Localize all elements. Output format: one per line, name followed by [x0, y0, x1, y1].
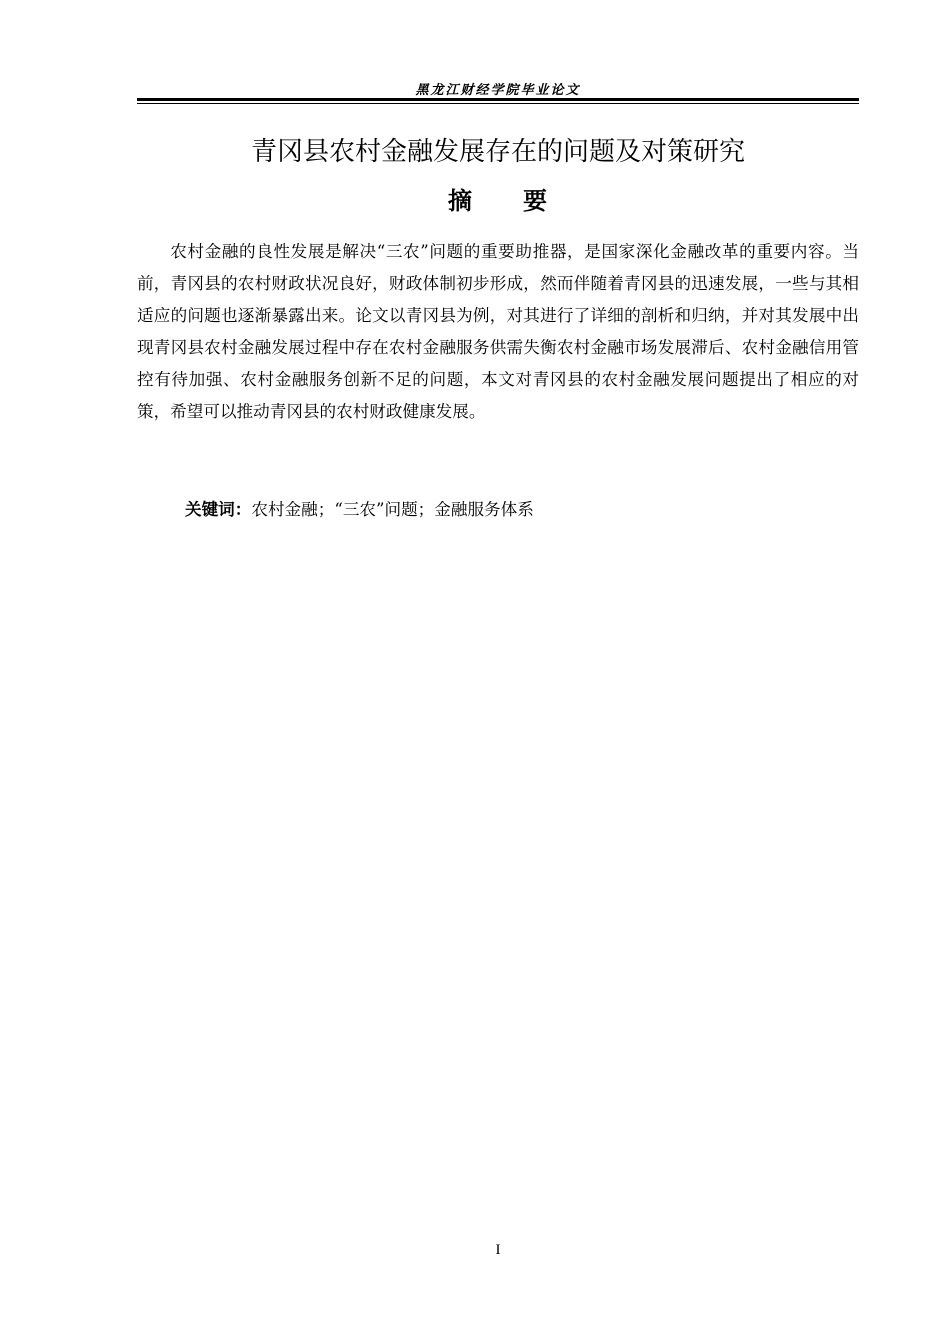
- paper-title: 青冈县农村金融发展存在的问题及对策研究: [250, 137, 745, 167]
- abstract-heading: 摘 要: [448, 187, 548, 215]
- keywords-line: [185, 494, 859, 526]
- running-header: 黑龙江财经学院毕业论文: [415, 83, 581, 98]
- abstract-body: 农村金融的良性发展是解决“三农”问题的重要助推器，是国家深化金融改革的重要内容。当前，青冈县的农村财政状况良好，财政体制初步形成，然而伴随着青冈县的迅速发展，一些与其相适应的问题也逐渐暴露出来。论文以青冈县为例，对其进行了详细的剖析和归纳，并对其发展中出现青冈县农村金融发展过程中存在农村金融服务供需失衡农村金融市场发展滞后、农村金融信用管控有待加强、农村金融服务创新不足的问题，本文对青冈县的农村金融发展问题提出了相应的对策，希望可以推动青冈县的农村财政健康发展。: [137, 242, 859, 421]
- keywords-label: 关键词：: [185, 500, 252, 519]
- header-rule-thin: [137, 103, 859, 104]
- header-rule-thick: [137, 98, 859, 101]
- page-number: I: [495, 1242, 501, 1258]
- keywords-value: 农村金融；“三农”问题；金融服务体系: [251, 500, 534, 519]
